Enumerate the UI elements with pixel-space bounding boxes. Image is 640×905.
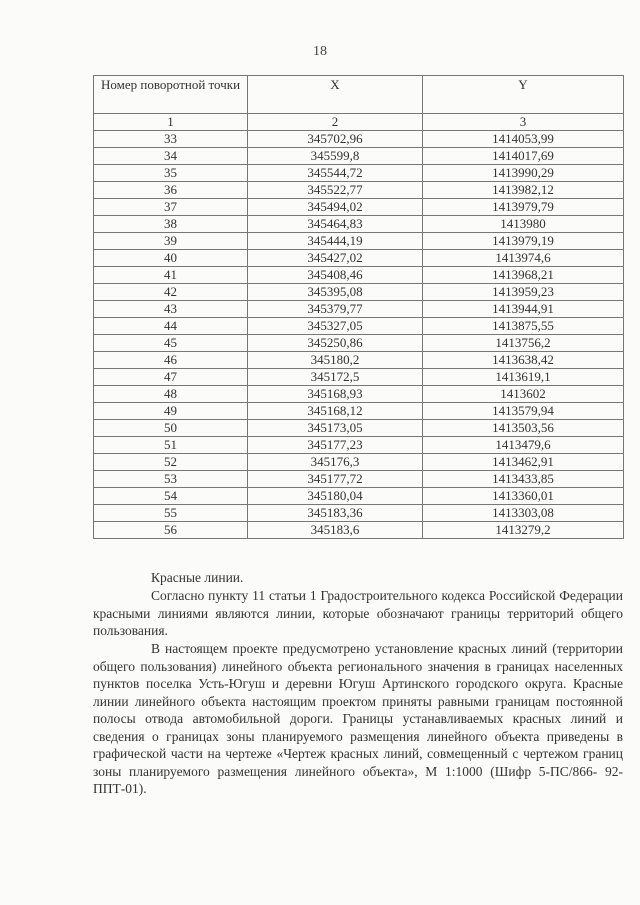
y-coordinate-cell: 1413974,6 bbox=[423, 250, 624, 267]
table-row bbox=[94, 199, 624, 216]
x-coordinate-cell: 345168,12 bbox=[248, 403, 423, 420]
index-cell: 2 bbox=[248, 114, 423, 131]
y-coordinate-cell: 1414053,99 bbox=[423, 131, 624, 148]
y-coordinate-cell: 1413360,01 bbox=[423, 488, 624, 505]
point-number-cell: 48 bbox=[94, 386, 248, 403]
y-coordinate-cell: 1413638,42 bbox=[423, 352, 624, 369]
x-coordinate-cell: 345176,3 bbox=[248, 454, 423, 471]
x-coordinate-cell: 345522,77 bbox=[248, 182, 423, 199]
x-coordinate-cell: 345702,96 bbox=[248, 131, 423, 148]
y-coordinate-cell: 1413756,2 bbox=[423, 335, 624, 352]
table-row bbox=[94, 522, 624, 539]
table-row bbox=[94, 369, 624, 386]
y-coordinate-cell: 1413980 bbox=[423, 216, 624, 233]
table-row bbox=[94, 403, 624, 420]
y-coordinate-cell: 1413982,12 bbox=[423, 182, 624, 199]
table-row bbox=[94, 284, 624, 301]
y-coordinate-cell: 1413503,56 bbox=[423, 420, 624, 437]
index-cell: 3 bbox=[423, 114, 624, 131]
index-cell: 1 bbox=[94, 114, 248, 131]
point-number-cell: 37 bbox=[94, 199, 248, 216]
header-point-number: Номер поворотной точки bbox=[94, 76, 248, 114]
point-number-cell: 44 bbox=[94, 318, 248, 335]
table-row bbox=[94, 420, 624, 437]
paragraph-2: В настоящем проекте предусмотрено установление красных линий (территории общего пользования) линейного объекта регионального значения в границах населенных пунктов поселка Усть-Югуш и деревни Югуш Артинского городского округа. Красные линии линейного объекта настоящим проектом приняты равными границам постоянной полосы отвода автомобильной дороги. Границы устанавливаемых красных линий и сведения о границах зоны планируемого размещения линейного объекта приведены в графической части на чертеже «Чертеж красных линий, совмещенный с чертежом границ зоны планируемого размещения линейного объекта», М 1:1000 (Шифр 5-ПС/866- 92-ППТ-01). bbox=[93, 641, 623, 796]
point-number-cell: 42 bbox=[94, 284, 248, 301]
table-row bbox=[94, 318, 624, 335]
section-heading: Красные линии. bbox=[151, 570, 244, 585]
y-coordinate-cell: 1413602 bbox=[423, 386, 624, 403]
x-coordinate-cell: 345183,6 bbox=[248, 522, 423, 539]
point-number-cell: 50 bbox=[94, 420, 248, 437]
x-coordinate-cell: 345180,04 bbox=[248, 488, 423, 505]
x-coordinate-cell: 345177,72 bbox=[248, 471, 423, 488]
table-row bbox=[94, 250, 624, 267]
point-number-cell: 56 bbox=[94, 522, 248, 539]
table-row bbox=[94, 454, 624, 471]
point-number-cell: 54 bbox=[94, 488, 248, 505]
table-row bbox=[94, 165, 624, 182]
x-coordinate-cell: 345250,86 bbox=[248, 335, 423, 352]
table-row bbox=[94, 386, 624, 403]
header-x: X bbox=[248, 76, 423, 114]
table-row bbox=[94, 216, 624, 233]
table-row bbox=[94, 233, 624, 250]
y-coordinate-cell: 1413959,23 bbox=[423, 284, 624, 301]
point-number-cell: 52 bbox=[94, 454, 248, 471]
x-coordinate-cell: 345427,02 bbox=[248, 250, 423, 267]
y-coordinate-cell: 1414017,69 bbox=[423, 148, 624, 165]
table-row bbox=[94, 335, 624, 352]
page-number: 18 bbox=[313, 44, 327, 59]
point-number-cell: 47 bbox=[94, 369, 248, 386]
y-coordinate-cell: 1413303,08 bbox=[423, 505, 624, 522]
point-number-cell: 51 bbox=[94, 437, 248, 454]
point-number-cell: 46 bbox=[94, 352, 248, 369]
point-number-cell: 33 bbox=[94, 131, 248, 148]
table-row bbox=[94, 182, 624, 199]
point-number-cell: 39 bbox=[94, 233, 248, 250]
y-coordinate-cell: 1413462,91 bbox=[423, 454, 624, 471]
x-coordinate-cell: 345494,02 bbox=[248, 199, 423, 216]
y-coordinate-cell: 1413979,79 bbox=[423, 199, 624, 216]
header-y: Y bbox=[423, 76, 624, 114]
point-number-cell: 49 bbox=[94, 403, 248, 420]
x-coordinate-cell: 345408,46 bbox=[248, 267, 423, 284]
point-number-cell: 53 bbox=[94, 471, 248, 488]
x-coordinate-cell: 345183,36 bbox=[248, 505, 423, 522]
table-row bbox=[94, 437, 624, 454]
table-body bbox=[94, 131, 624, 539]
table-row bbox=[94, 131, 624, 148]
y-coordinate-cell: 1413479,6 bbox=[423, 437, 624, 454]
point-number-cell: 41 bbox=[94, 267, 248, 284]
x-coordinate-cell: 345395,08 bbox=[248, 284, 423, 301]
y-coordinate-cell: 1413619,1 bbox=[423, 369, 624, 386]
y-coordinate-cell: 1413979,19 bbox=[423, 233, 624, 250]
y-coordinate-cell: 1413968,21 bbox=[423, 267, 624, 284]
x-coordinate-cell: 345599,8 bbox=[248, 148, 423, 165]
table-row bbox=[94, 267, 624, 284]
point-number-cell: 43 bbox=[94, 301, 248, 318]
point-number-cell: 38 bbox=[94, 216, 248, 233]
table-index-row bbox=[94, 114, 624, 131]
x-coordinate-cell: 345173,05 bbox=[248, 420, 423, 437]
y-coordinate-cell: 1413944,91 bbox=[423, 301, 624, 318]
x-coordinate-cell: 345379,77 bbox=[248, 301, 423, 318]
y-coordinate-cell: 1413579,94 bbox=[423, 403, 624, 420]
x-coordinate-cell: 345464,83 bbox=[248, 216, 423, 233]
table-row bbox=[94, 505, 624, 522]
y-coordinate-cell: 1413279,2 bbox=[423, 522, 624, 539]
point-number-cell: 36 bbox=[94, 182, 248, 199]
x-coordinate-cell: 345544,72 bbox=[248, 165, 423, 182]
table-row bbox=[94, 471, 624, 488]
x-coordinate-cell: 345180,2 bbox=[248, 352, 423, 369]
x-coordinate-cell: 345172,5 bbox=[248, 369, 423, 386]
table-row bbox=[94, 148, 624, 165]
point-number-cell: 34 bbox=[94, 148, 248, 165]
table-row bbox=[94, 352, 624, 369]
table-row bbox=[94, 301, 624, 318]
point-number-cell: 35 bbox=[94, 165, 248, 182]
point-number-cell: 40 bbox=[94, 250, 248, 267]
table-header-row bbox=[94, 76, 624, 114]
point-number-cell: 55 bbox=[94, 505, 248, 522]
x-coordinate-cell: 345327,05 bbox=[248, 318, 423, 335]
x-coordinate-cell: 345177,23 bbox=[248, 437, 423, 454]
paragraph-1: Согласно пункту 11 статьи 1 Градостроительного кодекса Российской Федерации красными линиями являются линии, которые обозначают границы территорий общего пользования. bbox=[93, 588, 623, 638]
table-row bbox=[94, 488, 624, 505]
x-coordinate-cell: 345168,93 bbox=[248, 386, 423, 403]
coordinates-table bbox=[93, 75, 624, 539]
x-coordinate-cell: 345444,19 bbox=[248, 233, 423, 250]
point-number-cell: 45 bbox=[94, 335, 248, 352]
y-coordinate-cell: 1413433,85 bbox=[423, 471, 624, 488]
y-coordinate-cell: 1413875,55 bbox=[423, 318, 624, 335]
y-coordinate-cell: 1413990,29 bbox=[423, 165, 624, 182]
